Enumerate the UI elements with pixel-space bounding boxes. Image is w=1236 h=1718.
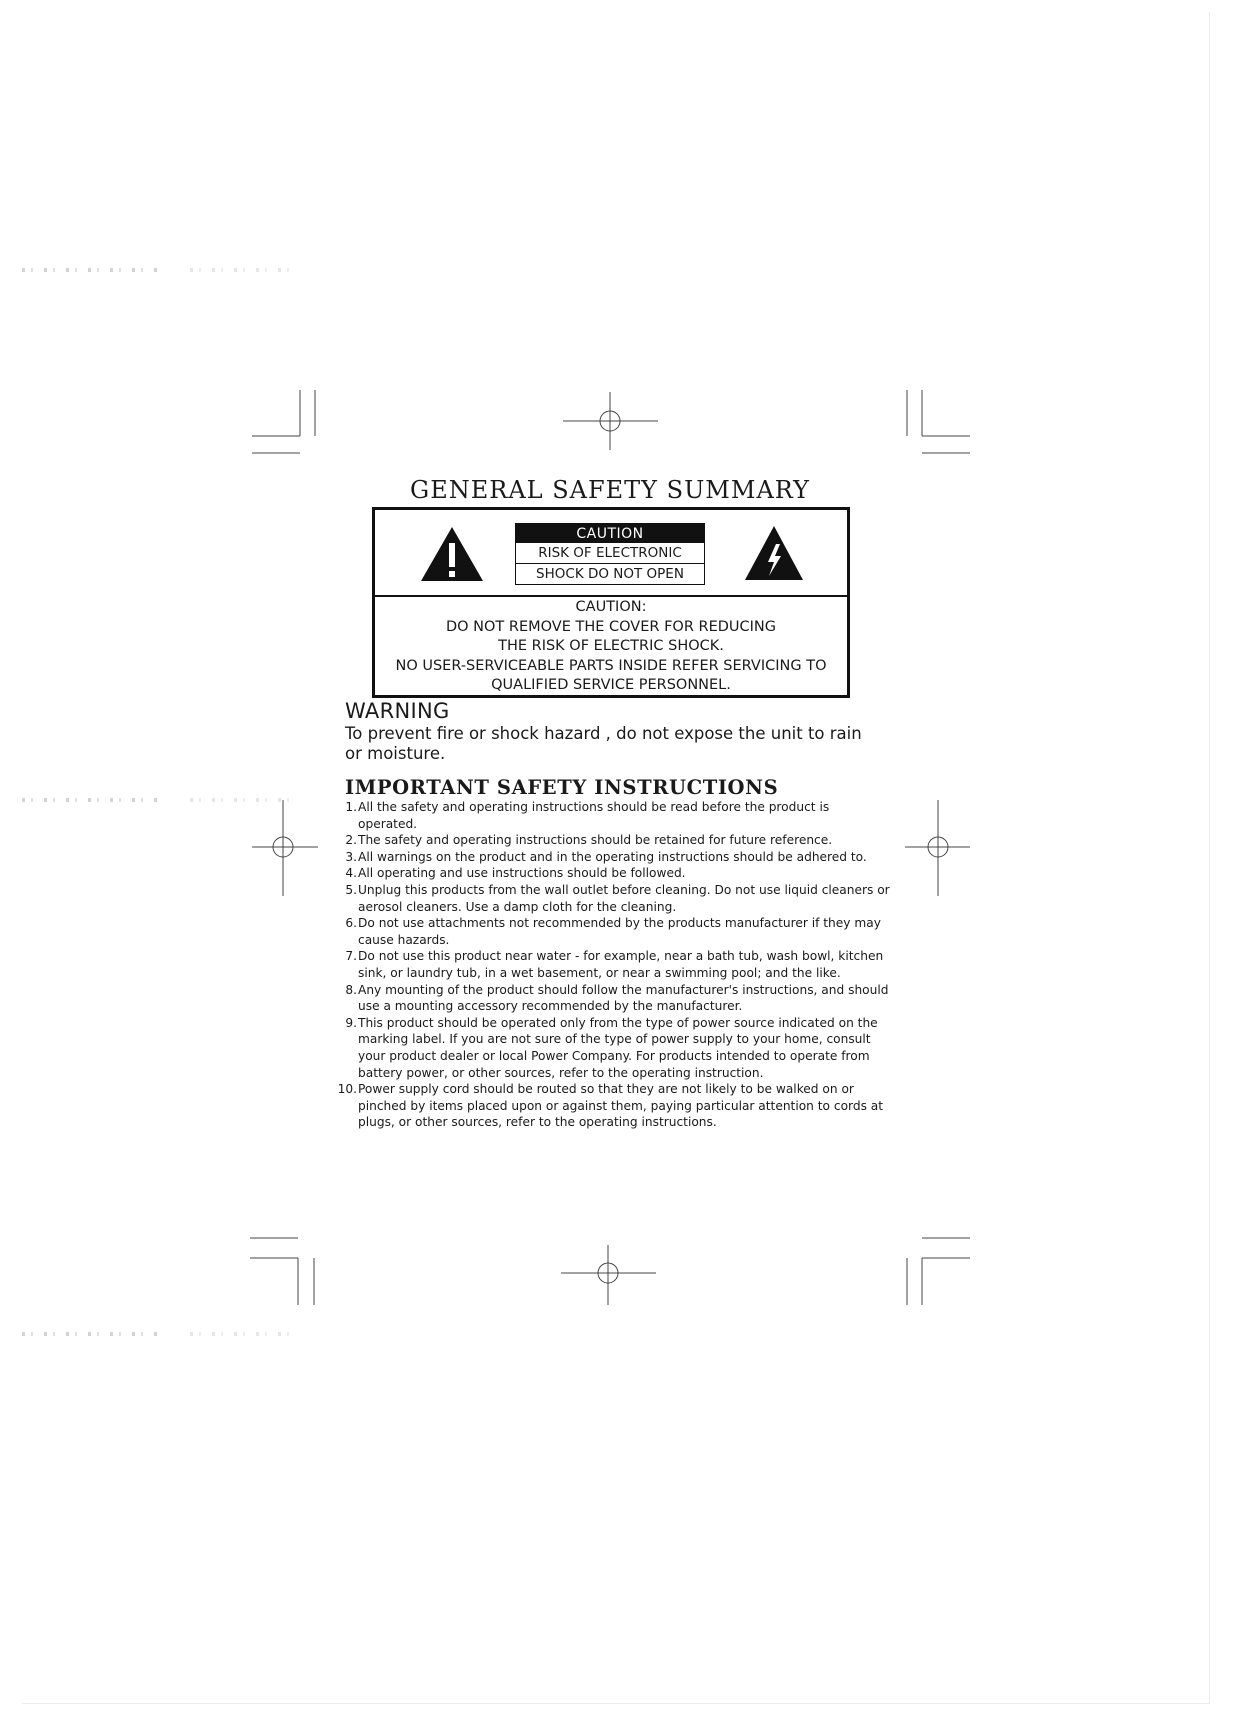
caution-label	[515, 523, 705, 585]
exclamation-warning-icon	[419, 525, 485, 583]
instructions-heading: IMPORTANT SAFETY INSTRUCTIONS	[345, 776, 779, 799]
caution-notice-heading: CAUTION:	[575, 599, 647, 615]
caution-notice-line3: NO USER-SERVICEABLE PARTS INSIDE REFER SERVICING TO	[395, 657, 827, 674]
list-item: 4. All operating and use instructions should be followed.	[345, 866, 686, 881]
caution-panel-top	[375, 510, 847, 597]
list-item: 9. This product should be operated only from the type of power source indicated on the marking label. If you are not sure of the type of power supply to your home, consult your product dealer or local Power Company. For products intended to operate from battery power, or other sources, refer to the operating instruction.	[345, 1015, 878, 1080]
page-title: GENERAL SAFETY SUMMARY	[410, 476, 810, 504]
list-item: 3. All warnings on the product and in the operating instructions should be adhered to.	[345, 849, 867, 864]
caution-label-header: CAUTION	[516, 524, 704, 543]
list-item: 2. The safety and operating instructions should be retained for future reference.	[345, 833, 833, 848]
lightning-warning-icon	[743, 524, 805, 582]
caution-panel	[372, 507, 850, 698]
caution-notice-line1: DO NOT REMOVE THE COVER FOR REDUCING	[445, 618, 777, 635]
list-item: 6. Do not use attachments not recommended by the products manufacturer if they may cause hazards.	[345, 916, 881, 947]
caution-notice-line2: THE RISK OF ELECTRIC SHOCK.	[498, 638, 724, 654]
warning-heading: WARNING	[345, 699, 450, 723]
warning-text: To prevent fire or shock hazard , do not expose the unit to rain or moisture.	[345, 724, 862, 763]
list-item: 10. Power supply cord should be routed so that they are not likely to be walked on or pinched by items placed upon or against them, paying particular attention to cords at plugs, or other sources, refer to the operating instructions.	[337, 1082, 884, 1130]
instructions-list	[330, 799, 890, 1131]
list-item: 5. Unplug this products from the wall outlet before cleaning. Do not use liquid cleaners or aerosol cleaners. Use a damp cloth for the cleaning.	[345, 882, 890, 914]
list-item: 1. All the safety and operating instructions should be read before the product is operated.	[345, 800, 830, 831]
list-item: 8. Any mounting of the product should follow the manufacturer's instructions, and should use a mounting accessory recommended by the manufacturer.	[345, 982, 889, 1014]
list-item: 7. Do not use this product near water - for example, near a bath tub, wash bowl, kitchen sink, or laundry tub, in a wet basement, or near a swimming pool; and the like.	[345, 949, 884, 980]
caution-notice	[375, 598, 847, 696]
caution-label-line2: SHOCK DO NOT OPEN	[516, 563, 704, 584]
caution-notice-line4: QUALIFIED SERVICE PERSONNEL.	[491, 677, 731, 693]
caution-label-line1: RISK OF ELECTRONIC	[538, 545, 682, 561]
